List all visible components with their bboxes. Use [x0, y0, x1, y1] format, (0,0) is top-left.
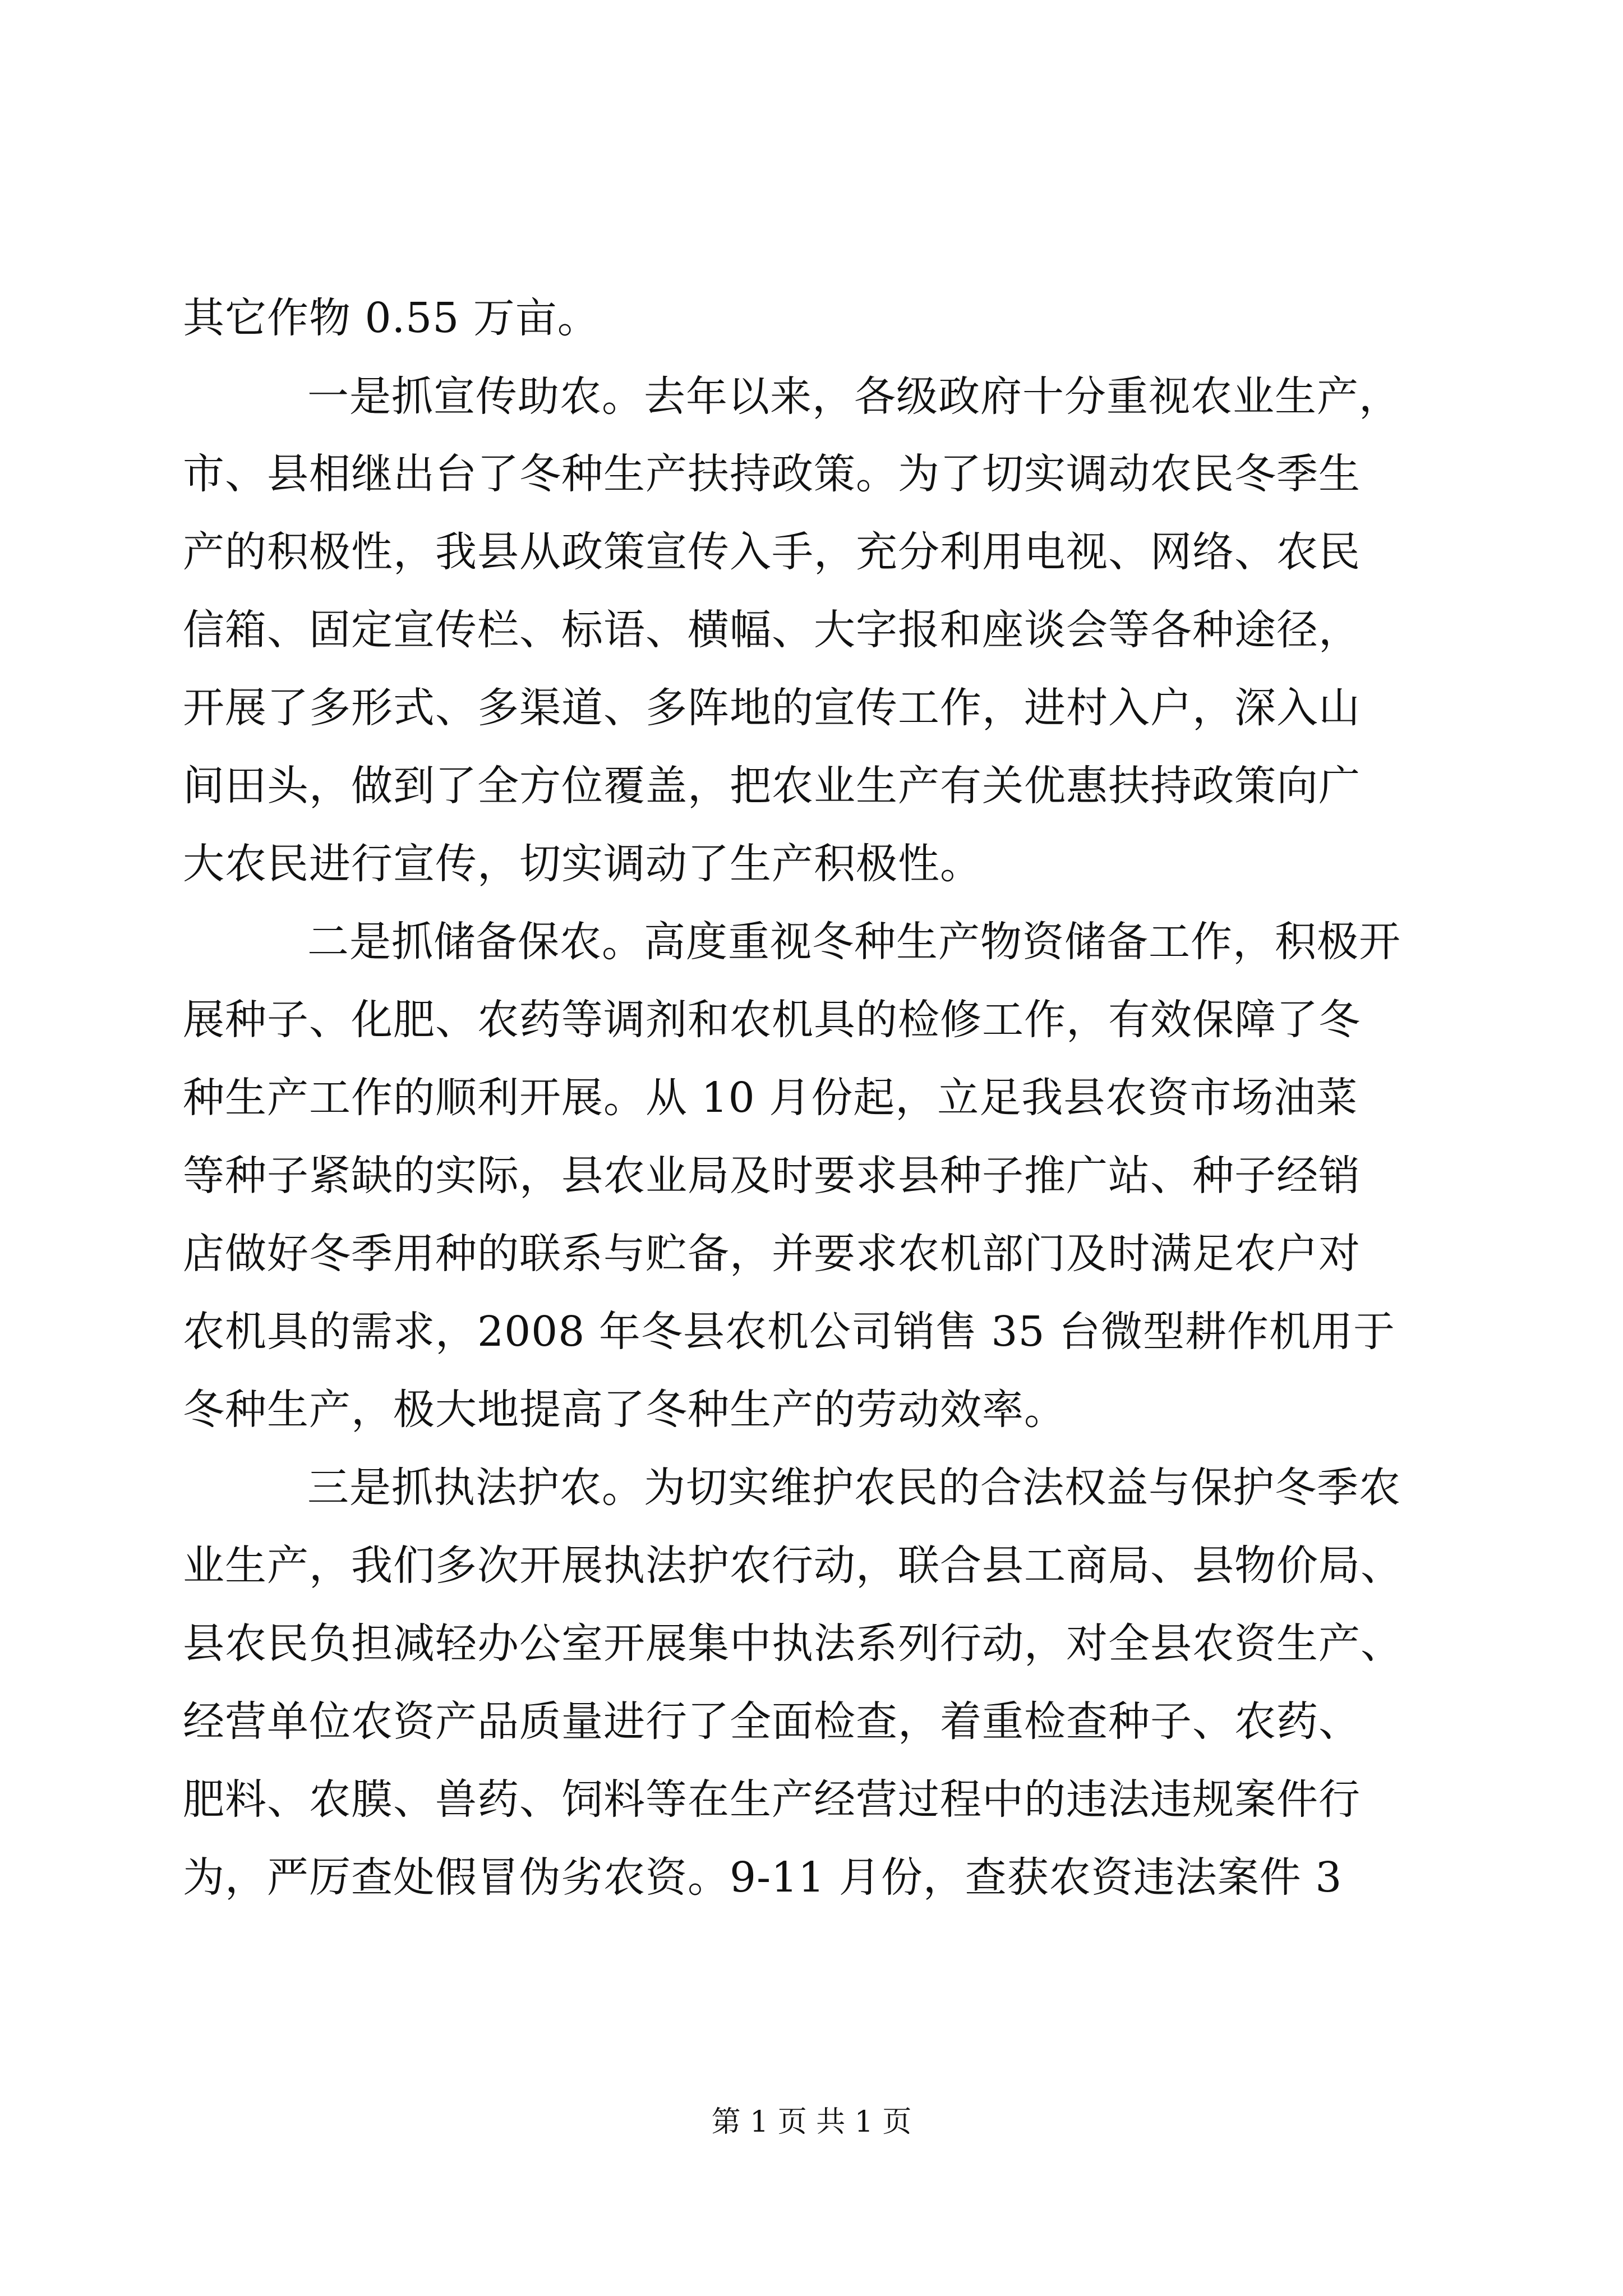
- text-line: 冬种生产，极大地提高了冬种生产的劳动效率。: [183, 1386, 1066, 1434]
- text-line: 业生产，我们多次开展执法护农行动，联合县工商局、县物价局、: [183, 1542, 1403, 1590]
- page-footer: 第 1 页 共 1 页: [711, 2105, 912, 2139]
- paragraph-first-line: 一是抓宣传助农。去年以来，各级政府十分重视农业生产，: [307, 372, 1401, 421]
- text-line: 间田头，做到了全方位覆盖，把农业生产有关优惠扶持政策向广: [183, 762, 1361, 810]
- text-line: 县农民负担减轻办公室开展集中执法系列行动，对全县农资生产、: [183, 1619, 1403, 1668]
- text-line: 大农民进行宣传，切实调动了生产积极性。: [183, 840, 982, 888]
- text-line: 展种子、化肥、农药等调剂和农机具的检修工作，有效保障了冬: [183, 996, 1361, 1044]
- text-line: 市、县相继出台了冬种生产扶持政策。为了切实调动农民冬季生: [183, 450, 1361, 498]
- text-line: 农机具的需求，2008 年冬县农机公司销售 35 台微型耕作机用于: [183, 1308, 1396, 1356]
- text-line: 种生产工作的顺利开展。从 10 月份起，立足我县农资市场油菜: [183, 1074, 1358, 1122]
- text-line: 开展了多形式、多渠道、多阵地的宣传工作，进村入户，深入山: [183, 684, 1361, 732]
- text-line: 店做好冬季用种的联系与贮备，并要求农机部门及时满足农户对: [183, 1230, 1361, 1278]
- text-line: 等种子紧缺的实际，县农业局及时要求县种子推广站、种子经销: [183, 1152, 1361, 1200]
- text-line: 产的积极性，我县从政策宣传入手，充分利用电视、网络、农民: [183, 528, 1361, 576]
- text-line: 为，严厉查处假冒伪劣农资。9-11 月份，查获农资违法案件 3: [183, 1853, 1343, 1902]
- paragraph-first-line: 三是抓执法护农。为切实维护农民的合法权益与保护冬季农: [307, 1464, 1401, 1512]
- text-line: 经营单位农资产品质量进行了全面检查，着重检查种子、农药、: [183, 1697, 1361, 1746]
- text-line: 肥料、农膜、兽药、饲料等在生产经营过程中的违法违规案件行: [183, 1775, 1361, 1824]
- text-line: 信箱、固定宣传栏、标语、横幅、大字报和座谈会等各种途径，: [183, 606, 1361, 654]
- text-line: 其它作物 0.55 万亩。: [183, 294, 600, 342]
- paragraph-first-line: 二是抓储备保农。高度重视冬种生产物资储备工作，积极开: [307, 918, 1401, 966]
